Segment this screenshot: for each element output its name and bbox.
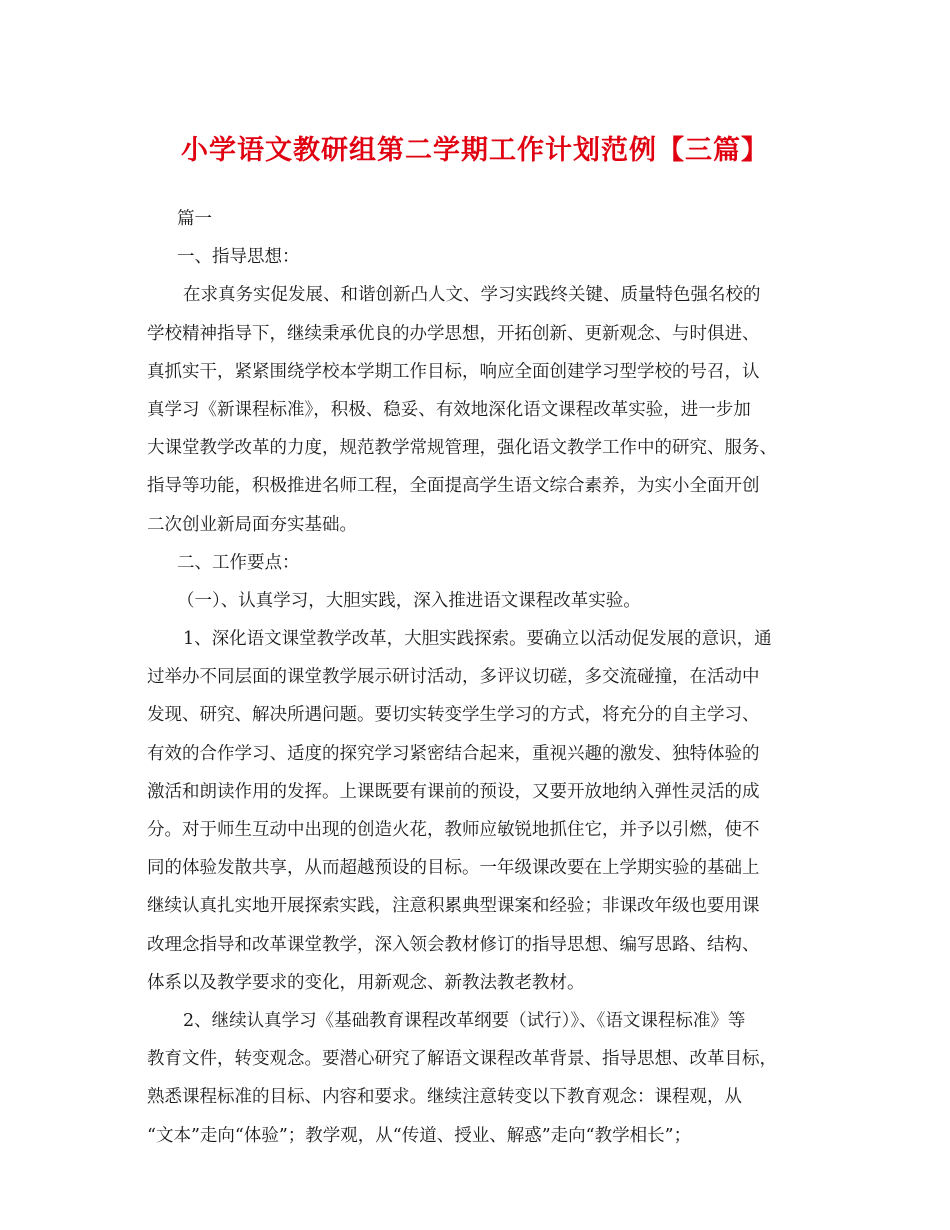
paragraph-line: 学校精神指导下，继续秉承优良的办学思想，开拓创新、更新观念、与时俱进、: [147, 323, 760, 344]
paragraph-line: “文本”走向“体验”；教学观，从“传道、授业、解惑”走向“教学相长”；: [147, 1125, 692, 1146]
document-body: [147, 200, 827, 1155]
paragraph-line: 真学习《新课程标准》，积极、稳妥、有效地深化语文课程改革实验，进一步加: [147, 399, 751, 420]
paragraph-line: 发现、研究、解决所遇问题。要切实转变学生学习的方式，将充分的自主学习、: [147, 705, 760, 726]
paragraph-line: 同的体验发散共享，从而超越预设的目标。一年级课改要在上学期实验的基础上: [147, 858, 760, 879]
section-heading-work-points: 二、工作要点：: [177, 552, 300, 573]
paragraph-line: 继续认真扎实地开展探索实践，注意积累典型课案和经验；非课改年级也要用课: [147, 896, 760, 917]
paragraph-line: 有效的合作学习、适度的探究学习紧密结合起来，重视兴趣的激发、独特体验的: [147, 743, 760, 764]
paragraph-line: 真抓实干，紧紧围绕学校本学期工作目标，响应全面创建学习型学校的号召，认: [147, 361, 760, 382]
section-heading-part-one: 篇一: [177, 209, 212, 229]
paragraph-line: 1、深化语文课堂教学改革，大胆实践探索。要确立以活动促发展的意识，通: [183, 629, 772, 650]
paragraph-line: 二次创业新局面夯实基础。: [147, 514, 357, 535]
paragraph-line: 激活和朗读作用的发挥。上课既要有课前的预设，又要开放地纳入弹性灵活的成: [147, 781, 760, 802]
paragraph-line: 在求真务实促发展、和谐创新凸人文、学习实践终关键、质量特色强名校的: [183, 285, 761, 306]
paragraph-line: 2、继续认真学习《基础教育课程改革纲要（试行）》、《语文课程标准》等: [183, 1010, 746, 1031]
paragraph-line: 体系以及教学要求的变化，用新观念、新教法教老教材。: [147, 972, 585, 993]
paragraph-line: 指导等功能，积极推进名师工程，全面提高学生语文综合素养，为实小全面开创: [147, 476, 760, 497]
paragraph-line: 教育文件，转变观念。要潜心研究了解语文课程改革背景、指导思想、改革目标，: [147, 1049, 777, 1070]
subsection-heading: （一）、认真学习，大胆实践，深入推进语文课程改革实验。: [177, 590, 641, 611]
paragraph-line: 过举办不同层面的课堂教学展示研讨活动，多评议切磋，多交流碰撞，在活动中: [147, 667, 760, 688]
section-heading-guiding-ideology: 一、指导思想：: [177, 247, 300, 268]
paragraph-line: 熟悉课程标准的目标、内容和要求。继续注意转变以下教育观念：课程观，从: [147, 1087, 742, 1108]
paragraph-line: 分。对于师生互动中出现的创造火花，教师应敏锐地抓住它，并予以引燃，使不: [147, 820, 760, 840]
document-title: 小学语文教研组第二学期工作计划范例【三篇】: [181, 135, 769, 166]
paragraph-line: 改理念指导和改革课堂教学，深入领会教材修订的指导思想、编写思路、结构、: [147, 934, 760, 955]
paragraph-line: 大课堂教学改革的力度，规范教学常规管理，强化语文教学工作中的研究、服务、: [147, 438, 777, 459]
